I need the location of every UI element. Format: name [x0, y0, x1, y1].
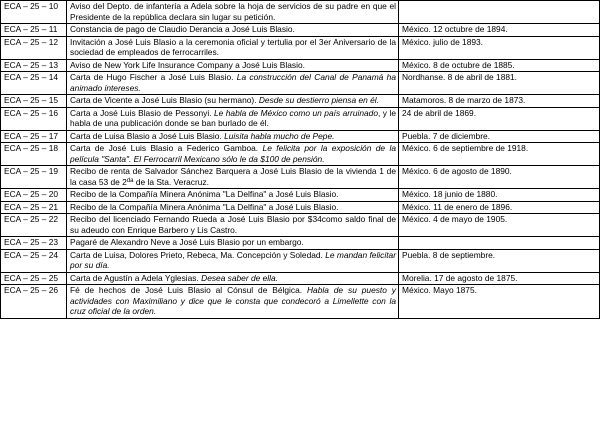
description-text: Carta de Luisa Blasio a José Luis Blasio. [70, 130, 225, 141]
record-code: ECA – 25 – 20 [1, 189, 67, 202]
table-row [1, 249, 600, 272]
record-code: ECA – 25 – 16 [1, 107, 67, 130]
record-description [67, 24, 399, 37]
record-description [67, 237, 399, 250]
record-description [67, 130, 399, 143]
summary-text: Desea saber de ella. [201, 272, 278, 283]
table-row [1, 201, 600, 214]
table-row [1, 214, 600, 237]
record-code: ECA – 25 – 26 [1, 285, 67, 319]
record-code: ECA – 25 – 22 [1, 214, 67, 237]
table-row [1, 36, 600, 59]
record-place-date: Puebla. 7 de diciembre. [399, 130, 600, 143]
record-code: ECA – 25 – 23 [1, 237, 67, 250]
table-row [1, 237, 600, 250]
record-place-date: 24 de abril de 1869. [399, 107, 600, 130]
record-place-date: Puebla. 8 de septiembre. [399, 249, 600, 272]
table-row [1, 130, 600, 143]
record-description [67, 201, 399, 214]
description-text: Fé de hechos de José Luis Blasio al Cónsul de Bélgica. [70, 285, 307, 295]
record-place-date: México. julio de 1893. [399, 36, 600, 59]
description-text: Carta de José Luis Blasio a Federico Gamboa. [70, 143, 263, 153]
table-row [1, 272, 600, 285]
record-description [67, 143, 399, 166]
record-code: ECA – 25 – 25 [1, 272, 67, 285]
table-row [1, 166, 600, 189]
table-row [1, 24, 600, 37]
description-text: de la Sta. Veracruz. [133, 176, 209, 187]
record-place-date: México. 11 de enero de 1896. [399, 201, 600, 214]
record-description [67, 59, 399, 72]
record-place-date [399, 1, 600, 24]
summary-text: Luisita habla mucho de Pepe. [224, 130, 335, 141]
summary-text: La construcción del Canal de Panamá ha animado intereses. [70, 72, 396, 93]
description-text: Constancia de pago de Claudio Derancia a José Luis Blasio. [70, 24, 295, 34]
record-code: ECA – 25 – 12 [1, 36, 67, 59]
description-text: Carta de Luisa, Dolores Prieto, Rebeca, Ma. Concepción y Soledad. [70, 249, 326, 260]
superscript-text: da [126, 177, 134, 184]
record-place-date [399, 237, 600, 250]
record-place-date: México. 6 de septiembre de 1918. [399, 143, 600, 166]
record-description [67, 1, 399, 24]
description-text: Carta a José Luis Blasio de Pessonyi. [70, 107, 214, 118]
summary-text: Desde su destierro piensa en él. [258, 95, 379, 105]
record-description [67, 36, 399, 59]
summary-text: Le mandan felicitar por su día. [70, 249, 396, 270]
description-text: Recibo de la Compañía Minera Anónima "La Delfina" a José Luis Blasio. [70, 189, 339, 199]
record-description [67, 285, 399, 319]
table-row [1, 95, 600, 108]
description-text: Carta de Vicente a José Luis Blasio (su hermano). [70, 95, 259, 105]
record-code: ECA – 25 – 24 [1, 249, 67, 272]
table-row [1, 1, 600, 24]
record-place-date: Morelia. 17 de agosto de 1875. [399, 272, 600, 285]
description-text: Aviso del Depto. de infantería a Adela sobre la hoja de servicios de su padre en que el Presidente de la república declara sin lugar su petición. [70, 1, 396, 22]
record-code: ECA – 25 – 18 [1, 143, 67, 166]
summary-text: Habla de su puesto y actividades con Maximiliano y dice que le consta que condecoró a Limellette con la cruz oficial de la orden. [70, 285, 396, 316]
description-text: Recibo del licenciado Fernando Rueda a José Luis Blasio por $34como saldo final de su adeudo con Enrique Barbero y Lis Castro. [70, 214, 396, 235]
record-place-date: México. 18 junio de 1880. [399, 189, 600, 202]
record-code: ECA – 25 – 14 [1, 72, 67, 95]
table-row [1, 59, 600, 72]
table-row [1, 72, 600, 95]
summary-text: Le habla de México como un país arruinado [213, 107, 378, 118]
record-place-date: México. 6 de agosto de 1890. [399, 166, 600, 189]
record-place-date: México. Mayo 1875. [399, 285, 600, 319]
description-text: Pagaré de Alexandro Neve a José Luis Blasio por un embargo. [70, 237, 304, 247]
record-place-date: México. 8 de octubre de 1885. [399, 59, 600, 72]
catalog-body [1, 1, 600, 319]
description-text: Invitación a José Luis Blasio a la ceremonia oficial y tertulia por el 3er Aniversario de la sociedad de empleados de ferrocarriles. [70, 36, 396, 57]
record-description [67, 95, 399, 108]
description-text: Recibo de la Compañía Minera Anónima "La Delfina" a José Luis Blasio. [70, 201, 339, 212]
table-row [1, 107, 600, 130]
record-code: ECA – 25 – 13 [1, 59, 67, 72]
record-code: ECA – 25 – 11 [1, 24, 67, 37]
table-row [1, 143, 600, 166]
table-row [1, 285, 600, 319]
record-place-date: Matamoros. 8 de marzo de 1873. [399, 95, 600, 108]
record-description [67, 72, 399, 95]
table-row [1, 189, 600, 202]
record-code: ECA – 25 – 10 [1, 1, 67, 24]
record-description [67, 166, 399, 189]
record-place-date: México. 12 octubre de 1894. [399, 24, 600, 37]
record-code: ECA – 25 – 19 [1, 166, 67, 189]
record-place-date: México. 4 de mayo de 1905. [399, 214, 600, 237]
record-description [67, 214, 399, 237]
record-description [67, 189, 399, 202]
record-description [67, 272, 399, 285]
record-place-date: Nordhanse. 8 de abril de 1881. [399, 72, 600, 95]
record-description [67, 249, 399, 272]
summary-text: Le felicita por la exposición de la película "Santa". El Ferrocarril Mexicano sólo le da $100 de pensión. [70, 143, 396, 164]
description-text: Recibo de renta de Salvador Sánchez Barquera a José Luis Blasio de la vivienda 1 de la casa 53 de 2 [70, 166, 396, 187]
description-text: Aviso de New York Life Insurance Company a José Luis Blasio. [70, 59, 305, 70]
record-description [67, 107, 399, 130]
record-code: ECA – 25 – 15 [1, 95, 67, 108]
description-text: Carta de Agustín a Adela Yglesias. [70, 272, 202, 283]
record-code: ECA – 25 – 21 [1, 201, 67, 214]
record-code: ECA – 25 – 17 [1, 130, 67, 143]
description-text: , y le habla de una publicación donde se ban burlado de él. [70, 107, 396, 128]
description-text: Carta de Hugo Fischer a José Luis Blasio. [70, 72, 237, 82]
